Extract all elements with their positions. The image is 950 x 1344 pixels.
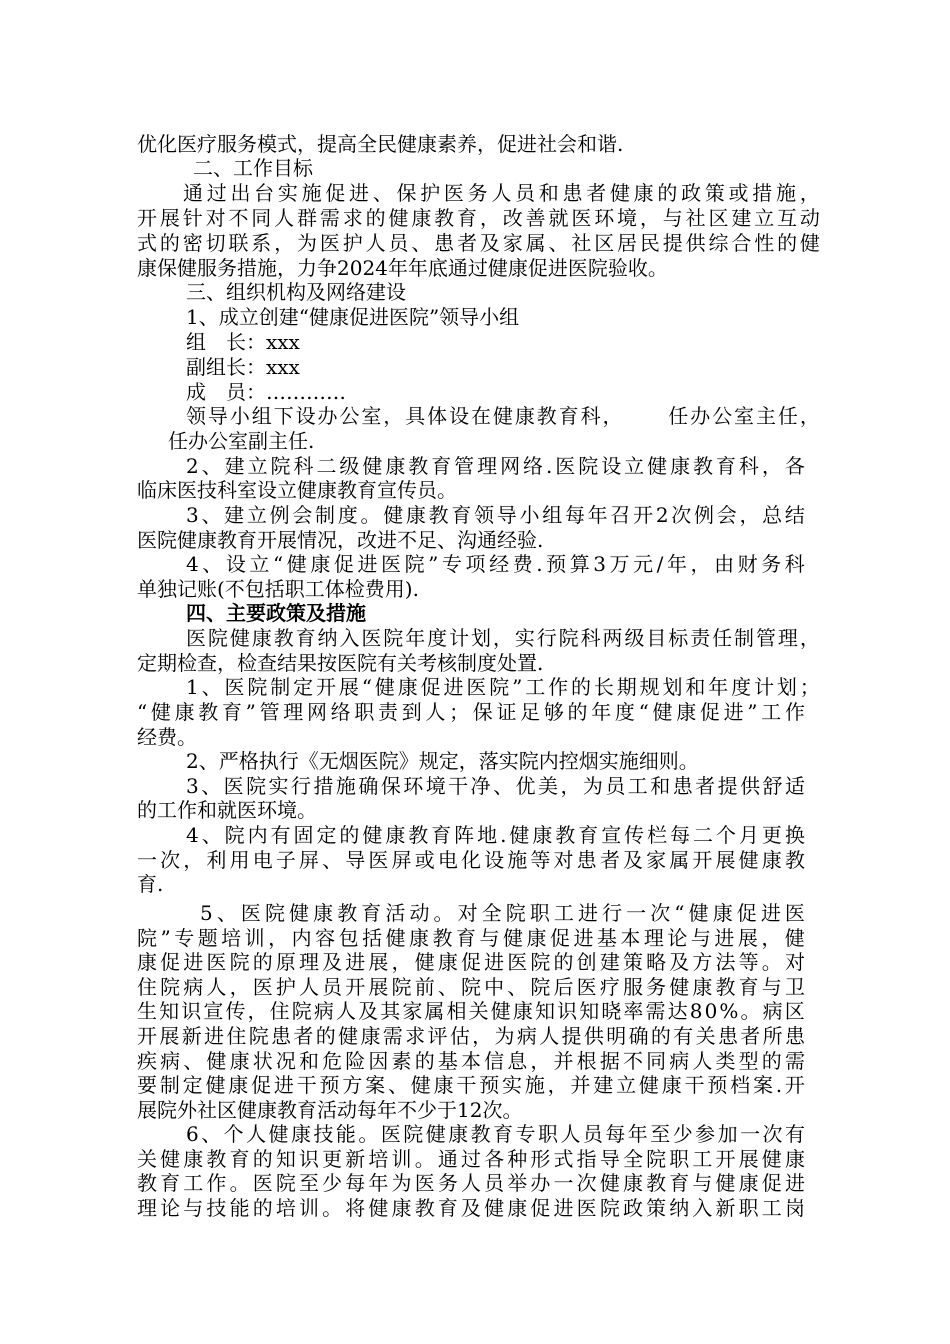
text-line: 通 过 出 台 实 施 促 进 、 保 护 医 务 人 员 和 患 者 健 康 的 政 策 或 措 施 ， (183, 181, 820, 205)
text-line: 优化医疗服务模式，提高全民健康素养，促进社会和谐. (137, 132, 624, 156)
section-heading-policies: 四、主要政策及措施 (186, 601, 366, 625)
text-line: 领 导 小 组 下 设 办 公 室 ， 具 体 设 在 健 康 教 育 科 ， 任 办 公 室 主 任 ， (186, 404, 820, 428)
text-line: 临床医技科室设立健康教育宣传员。 (137, 478, 457, 502)
team-leader: 组 长：xxx (186, 330, 300, 354)
text-line: 单独记账(不包括职工体检费用). (137, 577, 419, 601)
text-line: 康保健服务措施，力争2024年年底通过健康促进医院验收。 (137, 256, 668, 280)
text-line: 住 院 病 人 ， 医 护 人 员 开 展 院 前 、 院 中 、 院 后 医 疗 服 务 健 康 教 育 与 卫 (137, 975, 805, 999)
section-heading-goals: 二、工作目标 (193, 156, 313, 180)
text-line: 2、严格执行《无烟医院》规定，落实院内控烟实施细则。 (186, 749, 699, 773)
text-line: 开 展 新 进 住 院 患 者 的 健 康 需 求 评 估 ， 为 病 人 提 供 明 确 的 有 关 患 者 所 患 (137, 1024, 805, 1048)
section-heading-organization: 三、组织机构及网络建设 (186, 280, 406, 304)
text-line: 2 、 建 立 院 科 二 级 健 康 教 育 管 理 网 络 . 医 院 设 立 健 康 教 育 科 ， 各 (186, 454, 805, 478)
text-line: 的工作和就医环境。 (137, 798, 317, 822)
text-line: 关 健 康 教 育 的 知 识 更 新 培 训 。 通 过 各 种 形 式 指 导 全 院 职 工 开 展 健 康 (137, 1147, 805, 1171)
text-line: 5 、 医 院 健 康 教 育 活 动 。 对 全 院 职 工 进 行 一 次 “ 健 康 促 进 医 (200, 901, 805, 925)
text-line: 教 育 工 作 。 医 院 至 少 每 年 为 医 务 人 员 举 办 一 次 健 康 教 育 与 健 康 促 进 (137, 1171, 805, 1195)
text-line: 1、成立创建“健康促进医院”领导小组 (186, 305, 520, 329)
deputy-leader: 副组长：xxx (186, 355, 300, 379)
text-line: 定期检查，检查结果按医院有关考核制度处置. (137, 651, 544, 675)
text-line: 开 展 针 对 不 同 人 群 需 求 的 健 康 教 育 ， 改 善 就 医 环 境 ， 与 社 区 建 立 互 动 (137, 206, 820, 230)
text-line: 医院健康教育开展情况，改进不足、沟通经验. (137, 528, 544, 552)
team-members: 成 员：………… (186, 380, 346, 404)
text-line: 展院外社区健康教育活动每年不少于12次。 (137, 1098, 523, 1122)
text-line: 4 、 院 内 有 固 定 的 健 康 教 育 阵 地 . 健 康 教 育 宣 传 栏 每 二 个 月 更 换 (186, 823, 805, 847)
text-line: “ 健 康 教 育 ” 管 理 网 络 职 责 到 人 ； 保 证 足 够 的 年 度 “ 健 康 促 进 ” 工 作 (137, 700, 805, 724)
text-line: 疾 病 、 健 康 状 况 和 危 险 因 素 的 基 本 信 息 ， 并 根 据 不 同 病 人 类 型 的 需 (137, 1049, 805, 1073)
text-line: 任办公室副主任. (168, 429, 315, 453)
text-line: 康 促 进 医 院 的 原 理 及 进 展 ， 健 康 促 进 医 院 的 创 建 策 略 及 方 法 等 。 对 (137, 950, 805, 974)
text-line: 式 的 密 切 联 系 ， 为 医 护 人 员 、 患 者 及 家 属 、 社 区 居 民 提 供 综 合 性 的 健 (137, 231, 820, 255)
text-line: 3 、 建 立 例 会 制 度 。 健 康 教 育 领 导 小 组 每 年 召 开 2 次 例 会 ， 总 结 (186, 503, 805, 527)
text-line: 院 ” 专 题 培 训 ， 内 容 包 括 健 康 教 育 与 健 康 促 进 基 本 理 论 与 进 展 ， 健 (137, 926, 805, 950)
text-line: 经费。 (137, 725, 197, 749)
text-line: 1 、 医 院 制 定 开 展 “ 健 康 促 进 医 院 ” 工 作 的 长 期 规 划 和 年 度 计 划 ； (186, 675, 820, 699)
text-line: 要 制 定 健 康 促 进 干 预 方 案 、 健 康 干 预 实 施 ， 并 建 立 健 康 干 预 档 案 . 开 (137, 1073, 805, 1097)
text-line: 4 、 设 立 “ 健 康 促 进 医 院 ” 专 项 经 费 . 预 算 3 万 元 / 年 ， 由 财 务 科 (186, 552, 805, 576)
text-line: 医 院 健 康 教 育 纳 入 医 院 年 度 计 划 ， 实 行 院 科 两 级 目 标 责 任 制 管 理 ， (186, 626, 820, 650)
text-line: 3 、 医 院 实 行 措 施 确 保 环 境 干 净 、 优 美 ， 为 员 工 和 患 者 提 供 舒 适 (186, 774, 805, 798)
text-line: 生 知 识 宣 传 ， 住 院 病 人 及 其 家 属 相 关 健 康 知 识 知 晓 率 需 达 8 0 % 。 病 区 (137, 999, 805, 1023)
text-line: 一 次 ， 利 用 电 子 屏 、 导 医 屏 或 电 化 设 施 等 对 患 者 及 家 属 开 展 健 康 教 (137, 848, 805, 872)
text-line: 6 、 个 人 健 康 技 能 。 医 院 健 康 教 育 专 职 人 员 每 年 至 少 参 加 一 次 有 (186, 1122, 805, 1146)
text-line: 育. (137, 872, 164, 896)
text-line: 理 论 与 技 能 的 培 训 。 将 健 康 教 育 及 健 康 促 进 医 院 政 策 纳 入 新 职 工 岗 (137, 1196, 805, 1220)
